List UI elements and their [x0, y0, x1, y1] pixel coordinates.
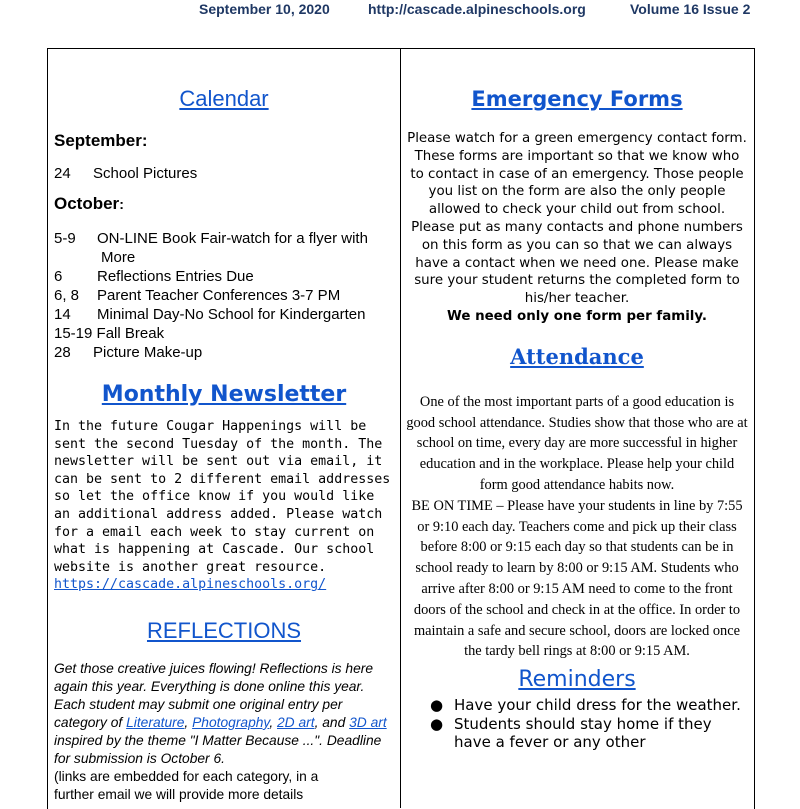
3d-art-link[interactable]: 3D art — [349, 714, 387, 730]
right-column — [406, 84, 748, 752]
reflections-heading[interactable]: REFLECTIONS — [146, 617, 302, 643]
reminders-heading[interactable]: Reminders — [518, 667, 636, 693]
calendar-heading[interactable]: Calendar — [179, 86, 269, 111]
calendar-event: 24 School Pictures — [54, 165, 198, 182]
newsletter-header — [0, 0, 800, 22]
school-url[interactable]: http://cascade.alpineschools.org — [368, 1, 586, 17]
column-divider — [400, 48, 401, 808]
emergency-forms-heading[interactable]: Emergency Forms — [471, 87, 683, 111]
literature-link[interactable]: Literature — [126, 714, 185, 730]
attendance-paragraph: One of the most important parts of a good education is good school attendance. Studies show that those who are at school on time, every day are more successful in higher education and in the workplace. Please help your child form good attendance habits now. — [406, 393, 748, 493]
calendar-event: 14 Minimal Day-No School for Kindergarten — [54, 306, 366, 323]
reflections-note: (links are embedded for each category, in a — [54, 768, 319, 784]
left-column — [54, 84, 394, 804]
2d-art-link[interactable]: 2D art — [277, 714, 315, 730]
emergency-forms-note: We need only one form per family. — [447, 308, 707, 324]
attendance-heading[interactable]: Attendance — [510, 343, 644, 369]
reflections-body: Get those creative juices flowing! Reflections is here again this year. Everything is done online this year. Each student may submit one original entry per category of Literature, Photography, 2D art, and 3D art inspired by the theme "I Matter Because ...". Deadline for submission is October 6. — [54, 660, 387, 766]
bullet-icon: ● — [430, 714, 444, 733]
attendance-be-on-time: BE ON TIME – Please have your students in line by 7:55 or 9:10 each day. Teachers come and pick up their class before 8:00 or 9:15 each day so that students can be in school ready to learn by 8:00 or 9:15 AM. Students who arrive after 8:00 or 9:15 AM need to come to the front doors of the school and check in at the office. In order to maintain a safe and secure school, doors are locked once the tardy bell rings at 8:00 or 9:15 AM. — [411, 497, 743, 660]
bullet-icon: ● — [430, 696, 444, 715]
september-label: September: — [54, 131, 148, 150]
emergency-forms-body: Please watch for a green emergency contact form. These forms are important so that we know who to contact in case of an emergency. Those people you list on the form are also the only people allowed to check your child out from school. Please put as many contacts and phone numbers on this form as you can so that we can always have a contact when we need one. Please make sure your student returns the completed form to his/her teacher. — [407, 131, 747, 307]
newsletter-heading[interactable]: Monthly Newsletter — [101, 382, 347, 407]
october-label: October: — [54, 194, 124, 213]
calendar-event-continued: More — [101, 249, 136, 266]
reflections-note-2: further email we will provide more details — [54, 786, 304, 802]
calendar-event: 15-19 Fall Break — [54, 325, 165, 342]
reminder-item: ● Students should stay home if they have a fever or any other — [430, 714, 712, 752]
calendar-event: 5-9 ON-LINE Book Fair-watch for a flyer with — [54, 230, 368, 247]
calendar-event: 28 Picture Make-up — [54, 344, 203, 361]
photography-link[interactable]: Photography — [192, 714, 270, 730]
newsletter-body: In the future Cougar Happenings will be sent the second Tuesday of the month. The newsletter will be sent out via email, it can be sent to 2 different email addresses so let the office know if you would like an additional address added. Please watch for a email each week to stay current on what is happening at Cascade. Our school website is another great resource. https://cascade.alpineschools.org/ — [54, 419, 391, 593]
calendar-event: 6, 8 Parent Teacher Conferences 3-7 PM — [54, 287, 341, 304]
reminders-list — [406, 696, 748, 752]
website-link[interactable]: https://cascade.alpineschools.org/ — [54, 577, 327, 593]
reminder-item: ● Have your child dress for the weather. — [430, 696, 741, 715]
calendar-event: 6 Reflections Entries Due — [54, 268, 254, 285]
volume-issue: Volume 16 Issue 2 — [630, 1, 751, 17]
issue-date: September 10, 2020 — [199, 1, 330, 17]
